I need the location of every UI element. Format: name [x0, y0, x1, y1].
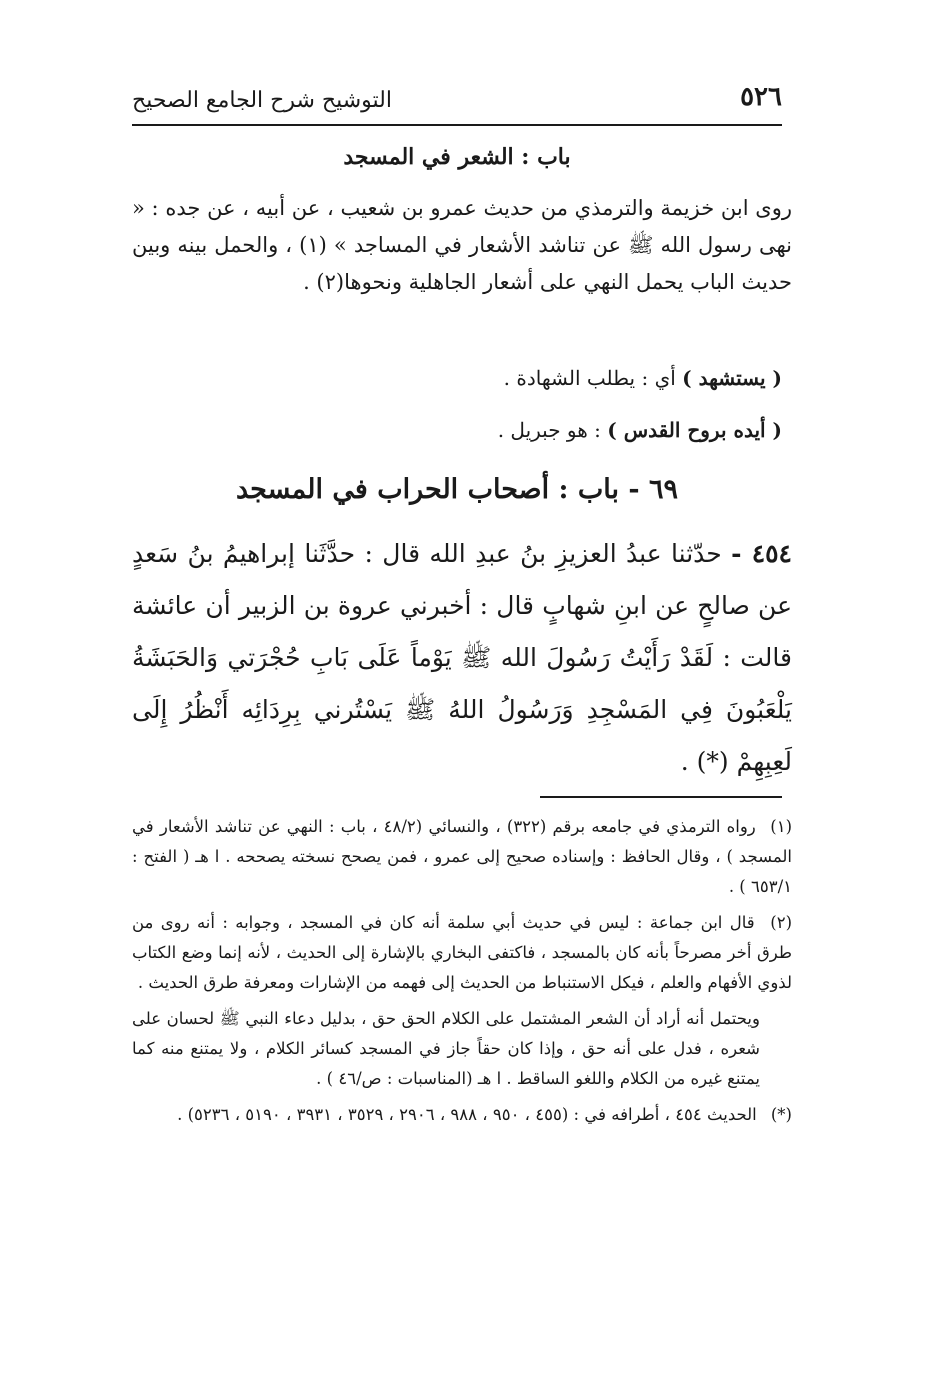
footnote — [132, 812, 792, 902]
gloss-term: ( يستشهد ) — [682, 366, 782, 390]
footnote-continuation — [132, 1004, 760, 1094]
footnote-marker: (١) — [770, 817, 792, 836]
hadith-number: ٤٥٤ - — [731, 539, 792, 568]
page-header — [132, 82, 782, 126]
gloss-text: أي : يطلب الشهادة . — [503, 366, 683, 390]
gloss-text: : هو جبريل . — [497, 418, 608, 442]
footnote-marker: (٢) — [770, 913, 793, 932]
footnote-text: ويحتمل أنه أراد أن الشعر المشتمل على الكلام الحق حق ، بدليل دعاء النبي ﷺ لحسان على شعره ، فدل على أنه حق ، وإذا كان حقاً جاز في المسجد كسائر الكلام ، ولا يمتنع منه كما يمتنع غيره من الكلام واللغو الساقط . ا هـ (المناسبات : ص/٤٦ ) . — [132, 1009, 760, 1088]
footnote-rule — [540, 796, 782, 798]
footnote-text: رواه الترمذي في جامعه برقم (٣٢٢) ، والنسائي (٤٨/٢ ، باب : النهي عن تناشد الأشعار في المسجد ) ، وقال الحافظ : وإسناده صحيح إلى عمرو ، فمن يصحح نسخته يصححه . ا هـ ( الفتح : ٦٥٣/١ ) . — [132, 817, 792, 896]
footnote-text: الحديث ٤٥٤ ، أطرافه في : (٤٥٥ ، ٩٥٠ ، ٩٨٨ ، ٢٩٠٦ ، ٣٥٢٩ ، ٣٩٣١ ، ٥١٩٠ ، ٥٢٣٦) . — [177, 1105, 757, 1124]
footnote — [132, 908, 792, 998]
commentary-paragraph: روى ابن خزيمة والترمذي من حديث عمرو بن شعيب ، عن أبيه ، عن جده : « نهى رسول الله ﷺ عن تناشد الأشعار في المساجد » (١) ، والحمل بينه وبين حديث الباب يحمل النهي على أشعار الجاهلية ونحوها(٢) . — [132, 196, 793, 294]
section-heading: باب : الشعر في المسجد — [343, 144, 571, 170]
footnote — [132, 1100, 792, 1130]
hadith-text — [132, 528, 792, 788]
footnote-marker: (*) — [770, 1105, 792, 1124]
chapter-heading: ٦٩ - باب : أصحاب الحراب في المسجد — [235, 474, 679, 505]
header-rule — [132, 124, 782, 126]
footnote-text: قال ابن جماعة : ليس في حديث أبي سلمة أنه كان في المسجد ، وجوابه : أنه روى من طرق أخر مصرحاً بأنه كان بالمسجد ، فاكتفى البخاري بالإشارة إلى الحديث ، لأنه إنما وضع الكتاب لذوي الأفهام والعلم ، فيكل الاستنباط من الحديث إلى فهمه من الإشارات ومعرفة طرق الحديث . — [132, 913, 792, 992]
gloss-line — [132, 366, 792, 390]
gloss-term: ( أيده بروح القدس ) — [607, 418, 782, 442]
page-number: ٥٢٦ — [740, 82, 782, 112]
footnotes — [132, 812, 792, 1136]
hadith-body: حدّثنا عبدُ العزيزِ بنُ عبدِ الله قال : حدَّثَنا إبراهيمُ بنُ سَعدٍ عن صالحٍ عن ابنِ شهابٍ قال : أخبرني عروة بن الزبير أن عائشة قالت : لَقَدْ رَأَيْتُ رَسُولَ الله ﷺ يَوْماً عَلَى بَابِ حُجْرَتي وَالحَبَشَةُ يَلْعَبُونَ فِي المَسْجِدِ وَرَسُولُ اللهُ ﷺ يَسْتُرني بِرِدَائِه أَنْظُرُ إِلَى لَعِبِهِمْ (*) . — [132, 539, 792, 776]
running-title: التوشيح شرح الجامع الصحيح — [132, 88, 392, 113]
gloss-line — [132, 418, 792, 442]
